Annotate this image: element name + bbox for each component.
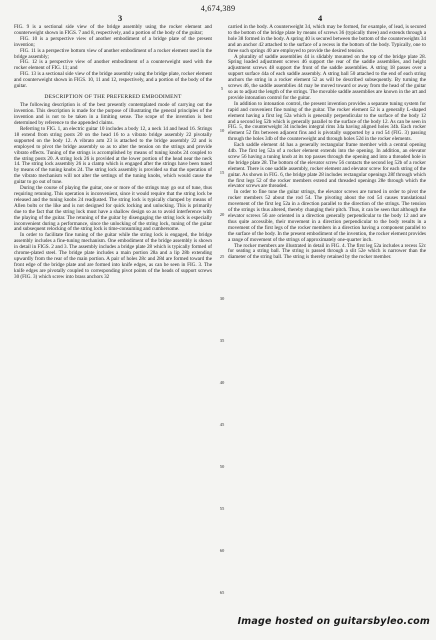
paragraph: During the course of playing the guitar, one or more of the strings may go out of tune, thus requiring retuning. This operation is inconvenient, since it would require that the string lock be released and the tuning knobs 24 readjusted. The string lock is typically clamped by means of Allen bolts or the like and is not designed for quick locking and unlocking. This is primarily due to the fact that the string lock must have a shallow design so as to avoid interference with the playing of the guitar. The retuning of the guitar by disengaging the string lock is especially inconvenient during a performance, since the unlocking of the string lock, tuning of the guitar and subsequent relocking of the string lock is time-consuming and cumbersome. — [14, 185, 212, 233]
line-number: 30 — [219, 296, 225, 301]
paragraph: Each saddle element 44 has a generally rectangular frame member with a central opening 44b. The first leg 52a of a rocker element extends into the opening. In addition, an elevator screw 56 having a tuning knob at its top passes through the opening and into a threaded hole in the bridge plate 28. The bottom of the elevator screw 56 contacts the second leg 52b of a rocker element. There is one saddle assembly, rocker element and elevator screw for each string of the guitar. As shown in FIG. 6, the bridge plate 28 includes rectangular openings 28f through which the first legs 52 of the rocker members extend and threaded openings 28e through which the elevator screws are threaded. — [228, 142, 426, 190]
paragraph: FIG. 9 is a sectional side view of the bridge assembly using the rocker element and counterweight shown in FIGS. 7 and 8, respectively, and a portion of the body of the guitar; — [14, 24, 212, 36]
line-number: 15 — [219, 170, 225, 175]
paragraph: The following description is of the best presently contemplated mode of carrying out the invention. This description is made for the purpose of illustrating the general principles of the invention and is not to be taken in a limiting sense. The scope of the invention is best determined by reference to the appended claims. — [14, 102, 212, 127]
line-number: 5 — [220, 86, 224, 91]
paragraph: carried in the body. A counterweight 34, which may be formed, for example, of lead, is secured to the bottom of the bridge plate by means of screws 36 (typically three) and extends through a hole 38 formed in the body. A spring 40 is secured between the bottom of the counterweights 34 and an anchor 42 attached to the surface of a recess in the bottom of the body. Typically, one to three such springs 40 are employed to provide the desired tension. — [228, 24, 426, 54]
paragraph: FIG. 10 is a perspective view of another embodiment of a bridge plate of the present invention; — [14, 35, 212, 48]
paragraph: A plurality of saddle assemblies 44 is slidably mounted on the top of the bridge plate 28. Spring loaded adjustment screws 46 support the rear of the saddle assemblies, and height adjustment screws 48 support the front of the saddle assemblies. A string 18 passes over a support surface 44a of each saddle assembly. A string ball 50 attached to the end of each string anchors the string in a rocker element 52 as will be described subsequently. By turning the screws 46, the saddle assemblies 44 may be moved toward or away from the head of the guitar so as to adjust the length of the strings. The movable saddle assemblies are known in the art and provide intonation control for the guitar. — [228, 53, 426, 101]
left-column-number: 3 — [118, 14, 123, 23]
left-text-column — [14, 25, 212, 281]
paragraph: In order to facilitate fine tuning of the guitar while the string lock is engaged, the bridge assembly includes a fine-tuning mechanism. One embodiment of the bridge assembly is shown in detail in FIGS. 2 and 3. The assembly includes a bridge plate 28 which is typically formed of chrome-plated steel. The bridge plate includes a main portion 28a and a lip 28b extending upwardly from the rear of the main portion. A pair of holes 28c and 28d are formed toward the front edge of the bridge plate and are formed into knife edges, as can be seen in FIG. 3. The knife edges are pivotally coupled to corresponding pivot points of the heads of support screws 30 (FIG. 3) which screw into brass anchors 32 — [14, 232, 212, 280]
paragraph: In order to fine tune the guitar strings, the elevator screws are turned in order to pivot the rocker members 52 about the rod 54. The pivoting about the rod 54 causes translational movement of the first leg 52a in a direction parallel to the direction of the strings. The tension of the strings is thus altered, thereby changing their pitch. Thus, it can be seen that although the elevator screws 56 are oriented in a direction generally perpendicular to the body 12 and are thus quite accessible, their movement in a direction perpendicular to the body results in a movement of the first legs of the rocker members in a direction having a component parallel to the surface of the body. In the present embodiment of the invention, the rocker element provides a range of movement of the strings of approximately one-quarter inch. — [228, 189, 426, 243]
paragraph: FIG. 11 is a perspective bottom view of another embodiment of a rocker element used in the bridge assembly; — [14, 47, 212, 60]
paragraph: In addition to intonation control, the present invention provides a separate tuning system for rapid and convenient fine tuning of the guitar. The rocker element 52 is a generally L-shaped element having a first leg 52a which is generally perpendicular to the surface of the body 12 and a second leg 52b which is generally parallel to the surface of the body 12. As can be seen in FIG. 5, the counterweight 34 includes integral rims 34a having aligned holes 34b. Each rocker element 52 fits between adjacent fins and is pivotally supported by a rod 54 (FIG. 3) passing through the holes 34b of the counterweight and through holes 52d in the rocker elements. — [228, 100, 426, 143]
line-number: 25 — [219, 254, 225, 259]
line-number: 60 — [219, 548, 225, 553]
patent-number: 4,674,389 — [200, 4, 236, 13]
right-text-column — [228, 25, 426, 261]
line-number: 45 — [219, 422, 225, 427]
section-heading: DESCRIPTION OF THE PREFERRED EMBODIMENT — [44, 93, 182, 100]
line-number: 50 — [219, 464, 225, 469]
paragraph: The rocker members are illustrated in detail in FIG. 4. The first leg 52a includes a recess 52c for seating a string ball. The string is passed through a slit 52e which is narrower than the diameter of the string ball. The string is thereby retained by the rocker member. — [228, 242, 426, 261]
right-column-number: 4 — [318, 14, 323, 23]
line-number: 20 — [219, 212, 225, 217]
line-number: 35 — [219, 338, 225, 343]
line-number: 55 — [219, 506, 225, 511]
paragraph: FIG. 13 is a sectional side view of the bridge assembly using the bridge plate, rocker element and counterweight shown in FIGS. 10, 11 and 12, respectively, and a portion of the body of the guitar. — [14, 71, 212, 90]
paragraph: FIG. 12 is a perspective view of another embodiment of a counterweight used with the rocker element of FIG. 11; and — [14, 59, 212, 72]
watermark-text: Image hosted on guitarsbyleo.com — [237, 616, 430, 627]
line-number: 65 — [219, 590, 225, 595]
line-number: 40 — [219, 380, 225, 385]
paragraph: Referring to FIG. 1, an electric guitar 10 includes a body 12, a neck 14 and head 16. Strings 18 extend from string posts 20 on the head 16 to a vibrato bridge assembly 22 pivotally supported on the body 12. A vibrato arm 23 is attached to the bridge assembly 22 and is employed to pivot the bridge assembly so as to alter the tension on the strings and provide vibrato effects. Tuning of the strings is accomplished by means of tuning knobs 24 coupled to the string posts 20. A string lock 26 is provided at the lower portion of the head near the neck 14. The string lock assembly 26 is a clamp which is engaged after the strings have been tuned by means of the tuning knobs 24. The string lock assembly is provided so that the operation of the vibrato mechanism will not alter the settings of the tuning knobs, which would cause the guitar to go out of tune. — [14, 126, 212, 186]
line-number: 10 — [219, 128, 225, 133]
